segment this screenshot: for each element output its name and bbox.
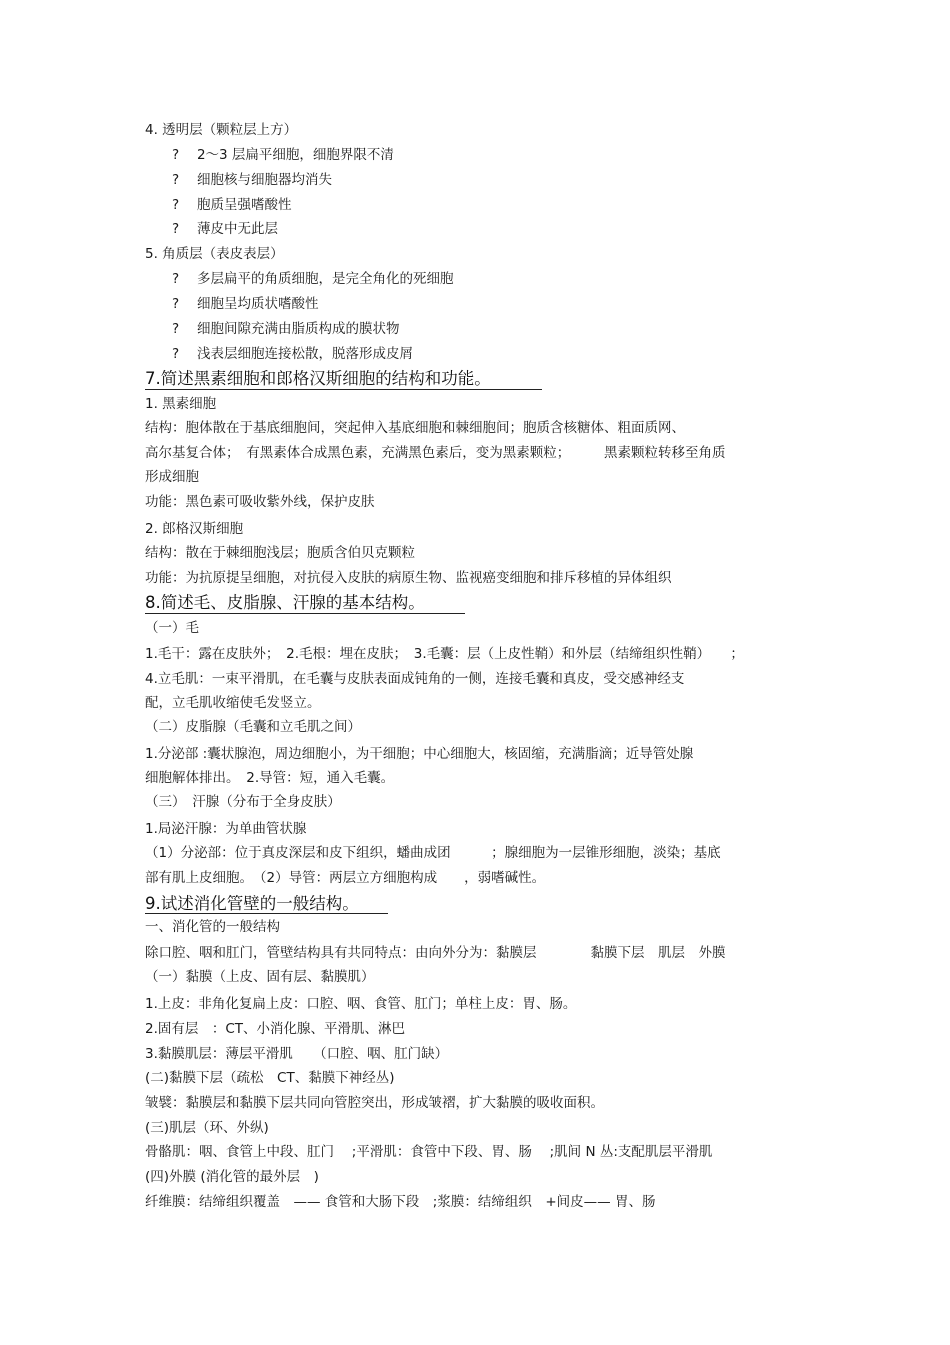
section-heading-stratum-lucidum: 4. 透明层（颗粒层上方） [145,122,298,138]
list-item: ? 细胞间隙充满由脂质构成的膜状物 [172,321,400,337]
subheading-melanocyte: 1. 黑素细胞 [145,396,217,412]
text-line: 部有肌上皮细胞。 （2）导管：两层立方细胞构成 ，弱嗜碱性。 [145,870,546,886]
text-line: 4.立毛肌：一束平滑肌，在毛囊与皮肤表面成钝角的一侧，连接毛囊和真皮，受交感神经支 [145,671,685,687]
subheading-digestive-tract: 一、消化管的一般结构 [145,919,280,935]
list-item: ? 浅表层细胞连接松散，脱落形成皮屑 [172,346,413,362]
text-line: 除口腔、咽和肛门，管壁结构具有共同特点：由向外分为：黏膜层 黏膜下层 肌层 外膜 [145,945,726,961]
text-line: 功能：为抗原提呈细胞，对抗侵入皮肤的病原生物、监视癌变细胞和排斥移植的异体组织 [145,570,672,586]
question-heading-7: 7.简述黑素细胞和郎格汉斯细胞的结构和功能。 [145,369,491,388]
list-item: ? 细胞核与细胞器均消失 [172,172,332,188]
subheading-hair: （一）毛 [145,620,199,636]
list-item: ? 细胞呈均质状嗜酸性 [172,296,319,312]
heading-underline [145,913,388,914]
text-line: 结构：胞体散在于基底细胞间，突起伸入基底细胞和棘细胞间；胞质含核糖体、粗面质网、 [145,420,685,436]
text-line: 细胞解体排出。 2.导管：短，通入毛囊。 [145,770,395,786]
text-line: 骨骼肌：咽、食管上中段、肛门 ;平滑肌：食管中下段、胃、肠 ;肌间 N 丛:支配肌层平滑肌 [145,1144,713,1160]
text-line: 3.黏膜肌层：薄层平滑肌 （口腔、咽、肛门缺） [145,1046,449,1062]
subheading-muscularis: (三)肌层（环、外纵) [145,1120,269,1136]
question-heading-8: 8.简述毛、皮脂腺、汗腺的基本结构。 [145,593,425,612]
subheading-sweat-gland: （三） 汗腺（分布于全身皮肤） [145,794,341,810]
list-item: ? 2～3 层扁平细胞，细胞界限不清 [172,147,394,163]
subheading-adventitia: (四)外膜 (消化管的最外层 ) [145,1169,319,1185]
subheading-submucosa: (二)黏膜下层（疏松 CT、黏膜下神经丛) [145,1070,395,1086]
text-line: 形成细胞 [145,469,199,485]
list-item: ? 多层扁平的角质细胞，是完全角化的死细胞 [172,271,454,287]
text-line: 配，立毛肌收缩使毛发竖立。 [145,695,321,711]
text-line: 皱襞：黏膜层和黏膜下层共同向管腔突出，形成皱褶，扩大黏膜的吸收面积。 [145,1095,604,1111]
subheading-sebaceous-gland: （二）皮脂腺（毛囊和立毛肌之间） [145,719,361,735]
text-line: 功能：黑色素可吸收紫外线，保护皮肤 [145,494,375,510]
text-line: 1.毛干：露在皮肤外； 2.毛根：埋在皮肤； 3.毛囊：层（上皮性鞘）和外层（结缔组织性鞘） ； [145,646,744,662]
text-line: 1.分泌部 :囊状腺泡，周边细胞小，为干细胞；中心细胞大，核固缩，充满脂滴；近导管处腺 [145,746,694,762]
text-line: 1.上皮：非角化复扁上皮：口腔、咽、食管、肛门；单柱上皮：胃、肠。 [145,996,577,1012]
list-item: ? 薄皮中无此层 [172,221,278,237]
text-line: 1.局泌汗腺：为单曲管状腺 [145,821,307,837]
text-line: 纤维膜：结缔组织覆盖 —— 食管和大肠下段 ;浆膜：结缔组织 +间皮—— 胃、肠 [145,1194,656,1210]
list-item: ? 胞质呈强嗜酸性 [172,197,292,213]
question-heading-9: 9.试述消化管壁的一般结构。 [145,894,359,913]
section-heading-stratum-corneum: 5. 角质层（表皮表层） [145,246,284,262]
text-line: 结构：散在于棘细胞浅层；胞质含伯贝克颗粒 [145,545,415,561]
text-line: 2.固有层 ：CT、小消化腺、平滑肌、淋巴 [145,1021,406,1037]
text-line: 高尔基复合体； 有黑素体合成黑色素，充满黑色素后，变为黑素颗粒； 黑素颗粒转移至角质 [145,445,726,461]
text-line: （1）分泌部：位于真皮深层和皮下组织，蟠曲成团 ；腺细胞为一层锥形细胞，淡染；基底 [145,845,721,861]
heading-underline [145,389,542,390]
subheading-langerhans-cell: 2. 郎格汉斯细胞 [145,521,244,537]
heading-underline [145,613,465,614]
subheading-mucosa: （一）黏膜（上皮、固有层、黏膜肌） [145,969,375,985]
